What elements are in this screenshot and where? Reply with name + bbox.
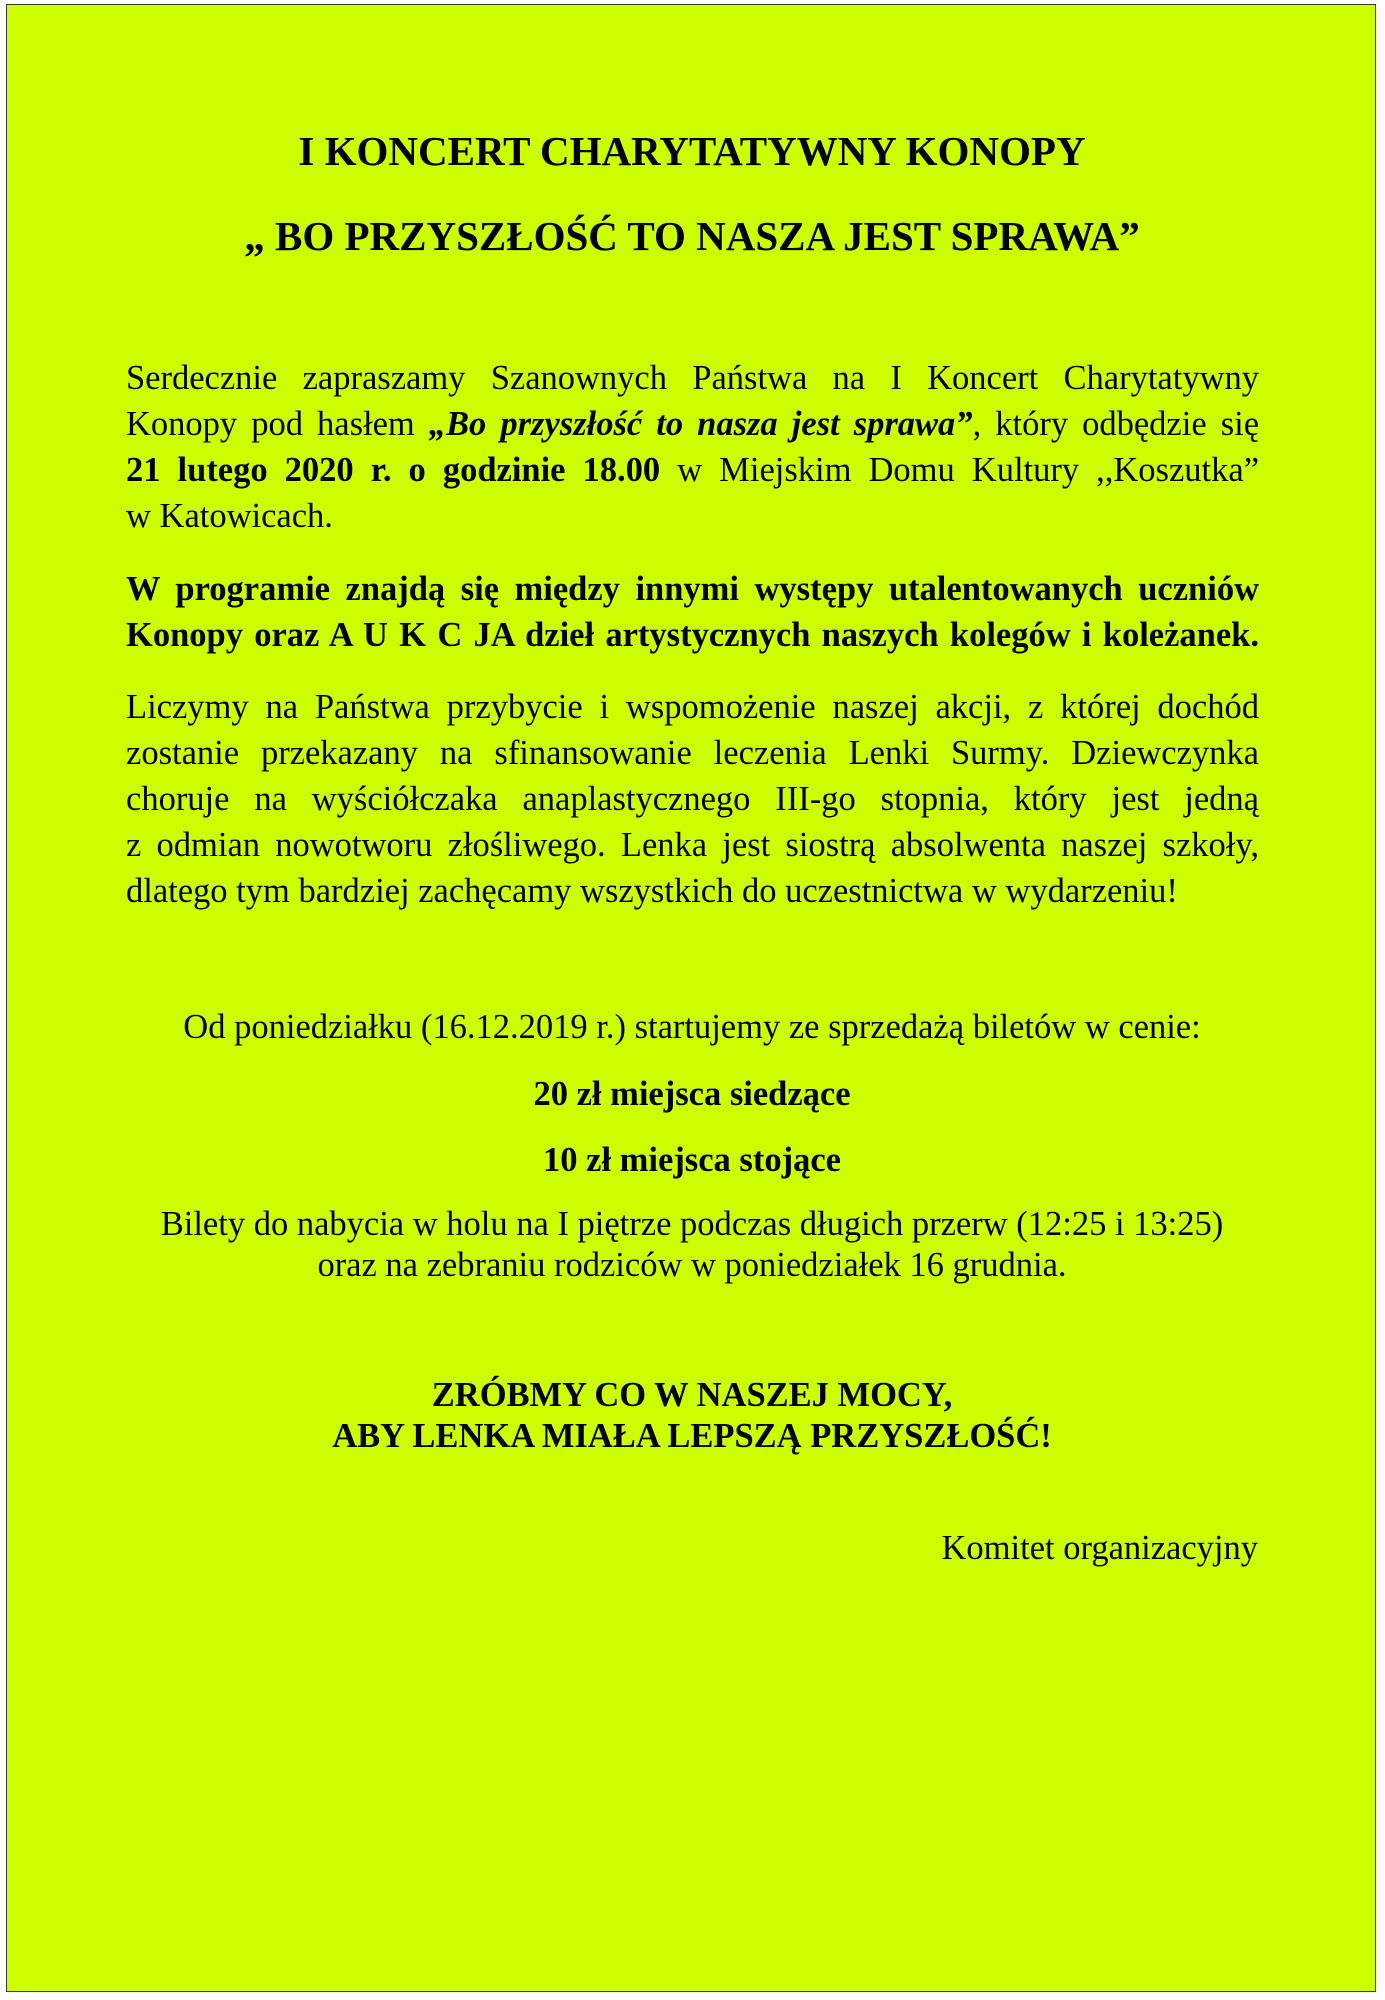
intro-text: , który odbędzie się: [972, 405, 1260, 443]
appeal-line-3: choruje na wyściółczaka anaplastycznego III-go stopnia, który jest jedną: [126, 780, 1259, 818]
title-line-2: „ BO PRZYSZŁOŚĆ TO NASZA JEST SPRAWA”: [244, 213, 1140, 259]
signature: Komitet organizacyjny: [941, 1529, 1258, 1567]
program-line-2: Konopy oraz A U K C JA dzieł artystycznych naszych kolegów i koleżanek.: [126, 616, 1259, 654]
event-venue: w Miejskim Domu Kultury ,,Koszutka”: [660, 451, 1260, 489]
intro-line-3: [126, 451, 1259, 490]
appeal-line-1: Liczymy na Państwa przybycie i wspomożenie naszej akcji, z której dochód: [126, 688, 1259, 726]
poster: [6, 4, 1376, 1992]
price-seated: 20 zł miejsca siedzące: [533, 1075, 851, 1113]
intro-line-2: [126, 405, 1259, 444]
intro-line-1: Serdecznie zapraszamy Szanownych Państwa na I Koncert Charytatywny: [126, 359, 1259, 397]
closing-line-1: ZRÓBMY CO W NASZEJ MOCY,: [431, 1376, 953, 1414]
appeal-line-5: dlatego tym bardziej zachęcamy wszystkich do uczestnictwa w wydarzeniu!: [126, 872, 1178, 910]
appeal-line-4: z odmian nowotworu złośliwego. Lenka jest siostrą absolwenta naszej szkoły,: [126, 826, 1259, 864]
tickets-where-line-1: Bilety do nabycia w holu na I piętrze podczas długich przerw (12:25 i 13:25): [160, 1205, 1224, 1243]
slogan: „Bo przyszłość to nasza jest sprawa”: [428, 405, 973, 443]
closing-line-2: ABY LENKA MIAŁA LEPSZĄ PRZYSZŁOŚĆ!: [332, 1417, 1052, 1455]
appeal-line-2: zostanie przekazany na sfinansowanie leczenia Lenki Surmy. Dziewczynka: [126, 734, 1259, 772]
title-line-1: I KONCERT CHARYTATYWNY KONOPY: [298, 128, 1086, 174]
tickets-intro: Od poniedziałku (16.12.2019 r.) startujemy ze sprzedażą biletów w cenie:: [183, 1008, 1201, 1046]
program-line-1: W programie znajdą się między innymi występy utalentowanych uczniów: [126, 570, 1259, 608]
intro-text: Konopy pod hasłem: [126, 405, 429, 443]
tickets-where-line-2: oraz na zebraniu rodziców w poniedziałek 16 grudnia.: [317, 1246, 1067, 1284]
intro-line-4: w Katowicach.: [126, 497, 333, 535]
price-standing: 10 zł miejsca stojące: [543, 1141, 841, 1179]
event-date: 21 lutego 2020 r. o godzinie 18.00: [126, 451, 661, 489]
